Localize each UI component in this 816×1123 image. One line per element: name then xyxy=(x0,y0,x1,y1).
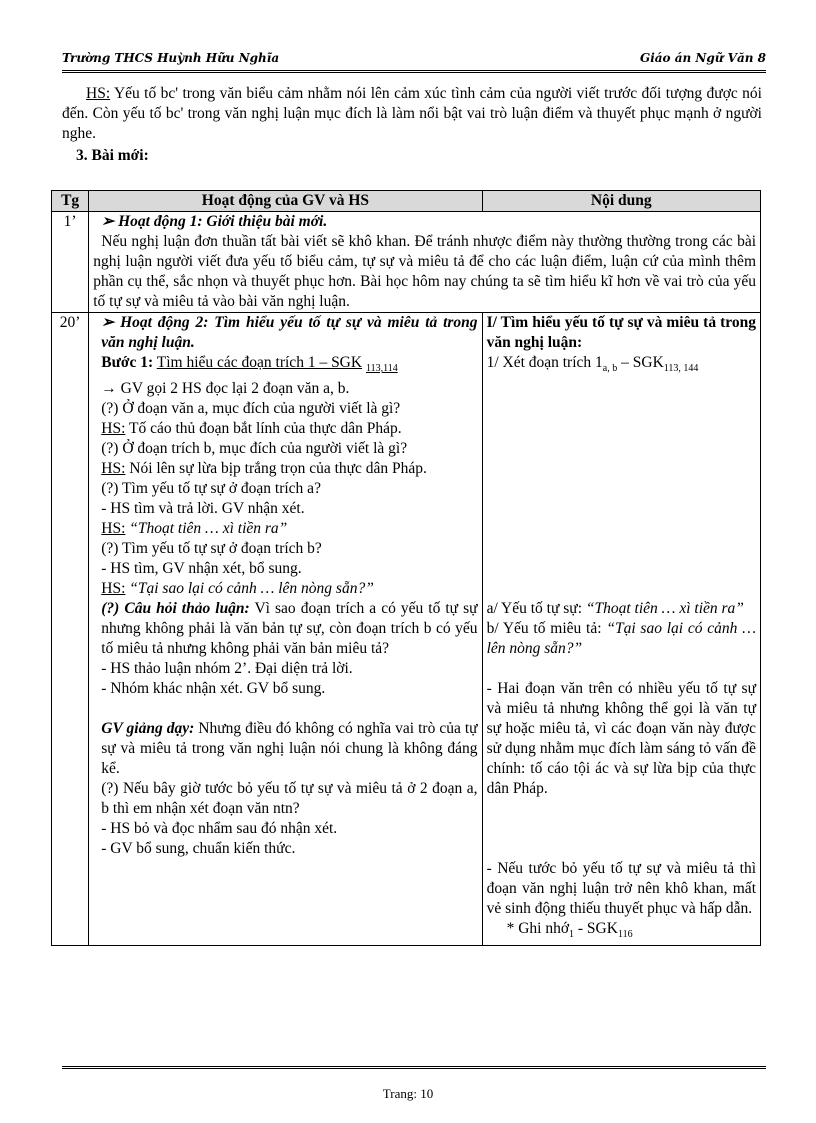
discussion-label: (?) Câu hỏi thảo luận: xyxy=(101,600,250,618)
text: - SGK xyxy=(574,920,618,938)
line xyxy=(93,719,477,779)
hs-label: HS: xyxy=(101,580,126,598)
line: - HS thảo luận nhóm 2’. Đại diện trả lời. xyxy=(101,660,353,678)
line-text: Vì sao đoạn trích a có yếu tố tự sự nhưng không phải là văn bản tự sự, còn đoạn trích b có yếu tố miêu tả nhưng không phải văn bản miêu tả? xyxy=(101,600,478,658)
quote: “Tại sao lại có cảnh … lên nòng sẵn?” xyxy=(486,620,756,658)
table-header-row xyxy=(52,191,761,212)
row1-activity xyxy=(89,212,761,313)
line: - HS bỏ và đọc nhẩm sau đó nhận xét. xyxy=(101,820,338,838)
step-text: Tìm hiểu các đoạn trích 1 – SGK xyxy=(156,354,363,371)
row2-time: 20’ xyxy=(52,313,89,946)
hs-label: HS: xyxy=(101,520,126,538)
hs-label: HS: xyxy=(101,420,126,438)
quote: “Thoạt tiên … xì tiền ra” xyxy=(585,600,744,618)
activity1-title: ➢ Hoạt động 1: Giới thiệu bài mới. xyxy=(101,213,328,230)
spacer xyxy=(487,799,756,859)
line: (?) Tìm yếu tố tự sự ở đoạn trích b? xyxy=(101,540,322,558)
col-header-content: Nội dung xyxy=(482,191,760,212)
text: b/ Yếu tố miêu tả: xyxy=(486,620,607,638)
text: 1/ Xét đoạn trích 1 xyxy=(486,354,603,371)
activity2-title: ➢ Hoạt động 2: Tìm hiểu yếu tố tự sự và miêu tả trong văn nghị luận. xyxy=(101,314,478,351)
content-item-3 xyxy=(487,619,756,659)
step-label: Bước 1: xyxy=(101,354,154,371)
line-text: Tố cáo thủ đoạn bắt lính của thực dân Pháp. xyxy=(125,420,402,438)
spacer xyxy=(487,379,756,599)
line-text: Nhưng điều đó không có nghĩa vai trò của tự sự và miêu tả trong văn nghị luận nói chung là không đáng kể. xyxy=(101,720,478,778)
line: → GV gọi 2 HS đọc lại 2 đoạn văn a, b. xyxy=(101,380,350,398)
content-item-1 xyxy=(487,353,756,379)
line xyxy=(93,599,477,659)
col-header-time: Tg xyxy=(52,191,89,212)
section-title: 3. Bài mới: xyxy=(76,147,149,164)
step-pages: 113,114 xyxy=(365,363,398,375)
spacer xyxy=(93,699,477,719)
text: * Ghi nhớ xyxy=(506,920,570,938)
sub: 113, 144 xyxy=(663,363,699,375)
intro-text: Yếu tố bc' trong văn biểu cảm nhằm nói lên cảm xúc tình cảm của người viết trước đối tượng được nói đến. Còn yếu tố bc' trong văn nghị luận mục đích là làm nổi bật vai trò luận điểm và thuyết phục mạnh ở người nghe. xyxy=(62,85,762,142)
line xyxy=(93,579,477,599)
line-text: “Thoạt tiên … xì tiền ra” xyxy=(125,520,288,538)
spacer xyxy=(487,659,756,679)
content-item-6 xyxy=(487,919,756,945)
line-text: “Tại sao lại có cảnh … lên nòng sẵn?” xyxy=(125,580,374,598)
text: a/ Yếu tố tự sự: xyxy=(486,600,586,618)
content-item-4: - Hai đoạn văn trên có nhiều yếu tố tự sự và miêu tả nhưng không thể gọi là văn tự sự hoặc miêu tả, vì các đoạn văn này được sử dụng nhằm mục đích làm sáng tỏ vấn đề chính: tố cáo tội ác và sự lừa bịp của thực dân Pháp. xyxy=(486,680,756,798)
sub: 116 xyxy=(617,929,633,941)
line xyxy=(93,419,477,439)
line: - GV bổ sung, chuẩn kiến thức. xyxy=(101,840,296,858)
sub: 1 xyxy=(569,929,575,941)
hs-label: HS: xyxy=(86,85,111,102)
row2-content xyxy=(482,313,760,946)
teacher-label: GV giảng dạy: xyxy=(101,720,195,738)
line: - HS tìm, GV nhận xét, bổ sung. xyxy=(101,560,302,578)
page-header xyxy=(62,46,766,66)
line xyxy=(93,519,477,539)
school-name: Trường THCS Huỳnh Hữu Nghĩa xyxy=(62,51,280,65)
line: (?) Ở đoạn văn a, mục đích của người viết là gì? xyxy=(101,400,401,418)
content-item-5: - Nếu tước bỏ yếu tố tự sự và miêu tả thì đoạn văn nghị luận trở nên khô khan, mất vẻ sinh động thiếu thuyết phục và hấp dẫn. xyxy=(486,860,756,918)
line: - Nhóm khác nhận xét. GV bổ sung. xyxy=(101,680,326,698)
subject-name: Giáo án Ngữ Văn 8 xyxy=(639,51,766,65)
table-row xyxy=(52,212,761,313)
footer-divider xyxy=(62,1066,766,1069)
page-number: Trang: 10 xyxy=(382,1086,434,1101)
content-heading: I/ Tìm hiểu yếu tố tự sự và miêu tả trong văn nghị luận: xyxy=(486,314,756,351)
line: (?) Nếu bây giờ tước bỏ yếu tố tự sự và miêu tả ở 2 đoạn a, b thì em nhận xét đoạn văn ntn? xyxy=(101,780,478,818)
line-text: Nói lên sự lừa bịp trắng trọn của thực dân Pháp. xyxy=(125,460,427,478)
line xyxy=(93,459,477,479)
line: (?) Tìm yếu tố tự sự ở đoạn trích a? xyxy=(101,480,321,498)
row2-activity xyxy=(89,313,482,946)
intro-paragraph xyxy=(62,84,762,144)
activity1-text: Nếu nghị luận đơn thuần tất bài viết sẽ khô khan. Để tránh nhược điểm này thường thường trong các bài nghị luận người viết đưa yếu tố biểu cảm, tự sự và miêu tả để cho các luận điểm, luận cứ của mình thêm phần cụ thể, sắc nhọn và thuyết phục hơn. Bài học hôm nay chúng ta sẽ tìm hiểu kĩ hơn về vai trò của yếu tố tự sự và miêu tả vào bài văn nghị luận. xyxy=(93,233,756,310)
step-line xyxy=(93,353,477,379)
line: (?) Ở đoạn trích b, mục đích của người viết là gì? xyxy=(101,440,408,458)
header-divider xyxy=(62,70,766,73)
row1-time: 1’ xyxy=(52,212,89,313)
table-row xyxy=(52,313,761,946)
text: – SGK xyxy=(617,354,664,371)
content-item-2 xyxy=(487,599,756,619)
hs-label: HS: xyxy=(101,460,126,478)
sub: a, b xyxy=(602,363,618,375)
lesson-table xyxy=(51,190,761,946)
col-header-activity: Hoạt động của GV và HS xyxy=(89,191,482,212)
line: - HS tìm và trả lời. GV nhận xét. xyxy=(101,500,305,518)
